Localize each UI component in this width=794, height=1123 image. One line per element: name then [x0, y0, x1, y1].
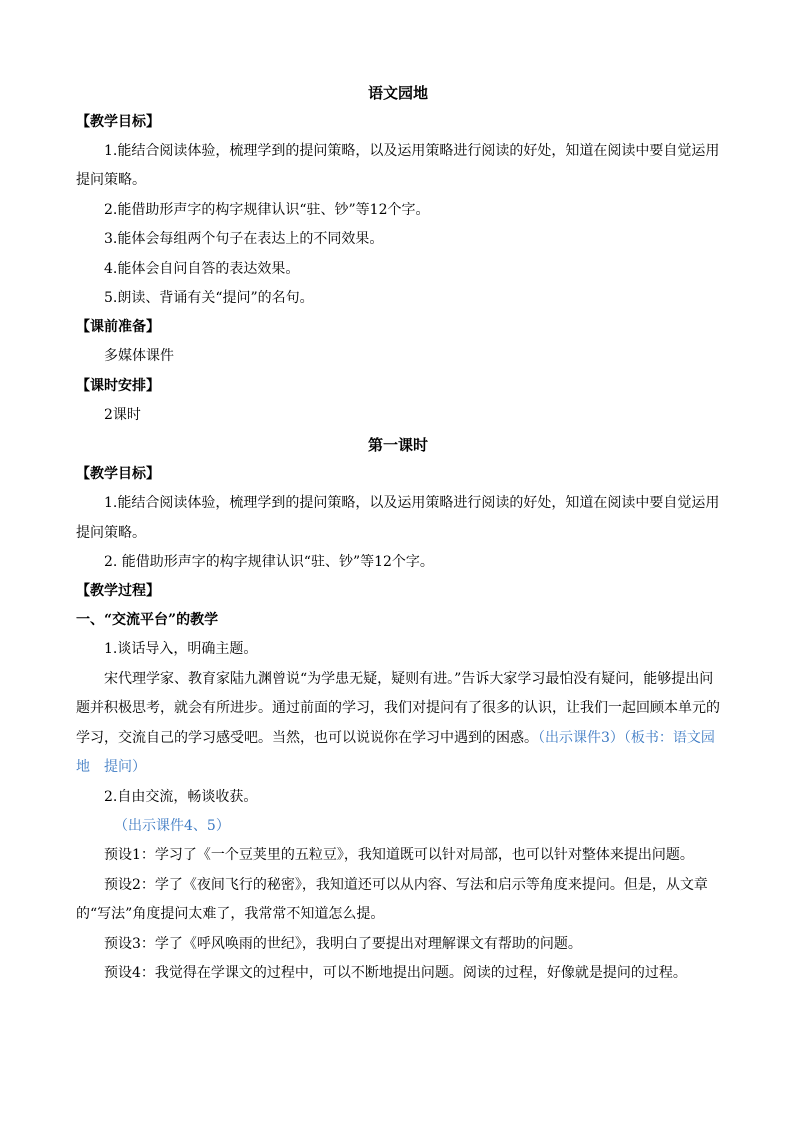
part-heading: 一、“交流平台”的教学 [76, 612, 219, 629]
section-heading-preparation: 【课前准备】 [76, 319, 160, 336]
lesson-goal-item: 1.能结合阅读体验，梳理学到的提问策略，以及运用策略进行阅读的好处，知道在阅读中要自觉运用提问策略。 [76, 495, 720, 541]
paragraph-text: 宋代理学家、教育家陆九渊曾说“为学患无疑，疑则有进。”告诉大家学习最怕没有疑问，能够提出问题并积极思考，就会有所进步。通过前面的学习，我们对提问有了很多的认识，让我们一起回顾本单元的学习，交流自己的学习感受吧。当然，也可以说说你在学习中遇到的困惑。 [76, 670, 720, 746]
preset-item: 预设1：学习了《一个豆荚里的五粒豆》，我知道既可以针对局部，也可以针对整体来提出问题。 [104, 847, 694, 864]
goal-item: 1.能结合阅读体验，梳理学到的提问策略，以及运用策略进行阅读的好处，知道在阅读中要自觉运用提问策略。 [76, 143, 720, 189]
document-page [76, 78, 720, 988]
goal-item: 5.朗读、背诵有关“提问”的名句。 [104, 290, 314, 307]
preset-item: 预设3：学了《呼风唤雨的世纪》，我明白了要提出对理解课文有帮助的问题。 [104, 935, 582, 952]
section-heading-schedule: 【课时安排】 [76, 377, 160, 394]
body-paragraph [76, 665, 720, 783]
step-item: 1.谈话导入，明确主题。 [104, 641, 258, 658]
lesson-goal-item: 2. 能借助形声字的构字规律认识“驻、钞”等12个字。 [104, 554, 434, 571]
section-heading-lesson-goals: 【教学目标】 [76, 466, 160, 483]
goal-item: 4.能体会自问自答的表达效果。 [104, 260, 300, 277]
slide-note: （出示课件4、5） [114, 817, 230, 834]
lesson-title: 第一课时 [367, 436, 428, 455]
preset-item: 预设2：学了《夜间飞行的秘密》，我知道还可以从内容、写法和启示等角度来提问。但是，从文章的“写法”角度提问太难了，我常常不知道怎么提。 [76, 876, 708, 923]
section-heading-goals: 【教学目标】 [76, 114, 160, 130]
page-title: 语文园地 [367, 84, 428, 102]
preparation-text: 多媒体课件 [104, 348, 174, 365]
section-heading-process: 【教学过程】 [76, 583, 160, 600]
goal-item: 2.能借助形声字的构字规律认识“驻、钞”等12个字。 [104, 201, 430, 218]
step-item: 2.自由交流，畅谈收获。 [104, 788, 258, 805]
preset-item: 预设4：我觉得在学课文的过程中，可以不断地提出问题。阅读的过程，好像就是提问的过程。 [104, 964, 687, 981]
goal-item: 3.能体会每组两个句子在表达上的不同效果。 [104, 231, 384, 248]
schedule-text: 2课时 [104, 406, 141, 423]
slide-note: （出示课件3）（板书：语文园地 提问） [76, 729, 715, 776]
